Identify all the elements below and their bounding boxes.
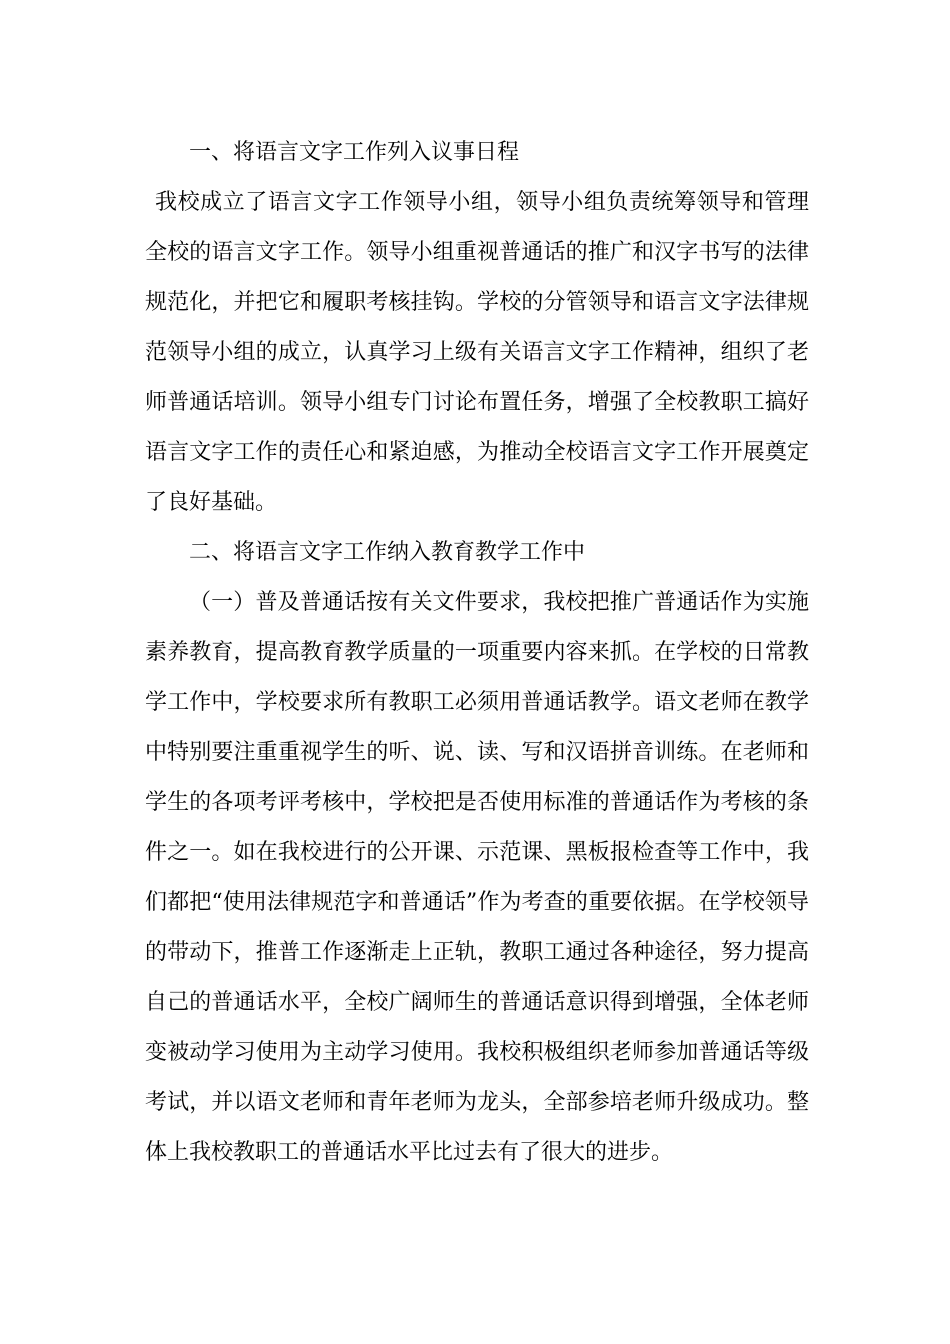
paragraph-2: （一）普及普通话按有关文件要求，我校把推广普通话作为实施素养教育，提高教育教学质量的一项重要内容来抓。在学校的日常教学工作中，学校要求所有教职工必须用普通话教学。语文老师在教学中特别要注重重视学生的听、说、读、写和汉语拼音训练。在老师和学生的各项考评考核中，学校把是否使用标准的普通话作为考核的条件之一。如在我校进行的公开课、示范课、黑板报检查等工作中，我们都把“使用法律规范字和普通话”作为考查的重要依据。在学校领导的带动下，推普工作逐渐走上正轨，教职工通过各种途径，努力提高自己的普通话水平，全校广阔师生的普通话意识得到增强，全体老师变被动学习使用为主动学习使用。我校积极组织老师参加普通话等级考试，并以语文老师和青年老师为龙头，全部参培老师升级成功。整体上我校教职工的普通话水平比过去有了很大的进步。: [145, 590, 809, 1165]
section-heading-1: 一、将语言文字工作列入议事日程: [189, 140, 520, 165]
paragraph-1: 我校成立了语言文字工作领导小组，领导小组负责统筹领导和管理全校的语言文字工作。领导小组重视普通话的推广和汉字书写的法律规范化，并把它和履职考核挂钩。学校的分管领导和语言文字法律规范领导小组的成立，认真学习上级有关语言文字工作精神，组织了老师普通话培训。领导小组专门讨论布置任务，增强了全校教职工搞好语言文字工作的责任心和紧迫感，为推动全校语言文字工作开展奠定了良好基础。: [145, 190, 809, 515]
section-heading-2: 二、将语言文字工作纳入教育教学工作中: [189, 540, 586, 565]
document-page: [145, 128, 809, 1178]
